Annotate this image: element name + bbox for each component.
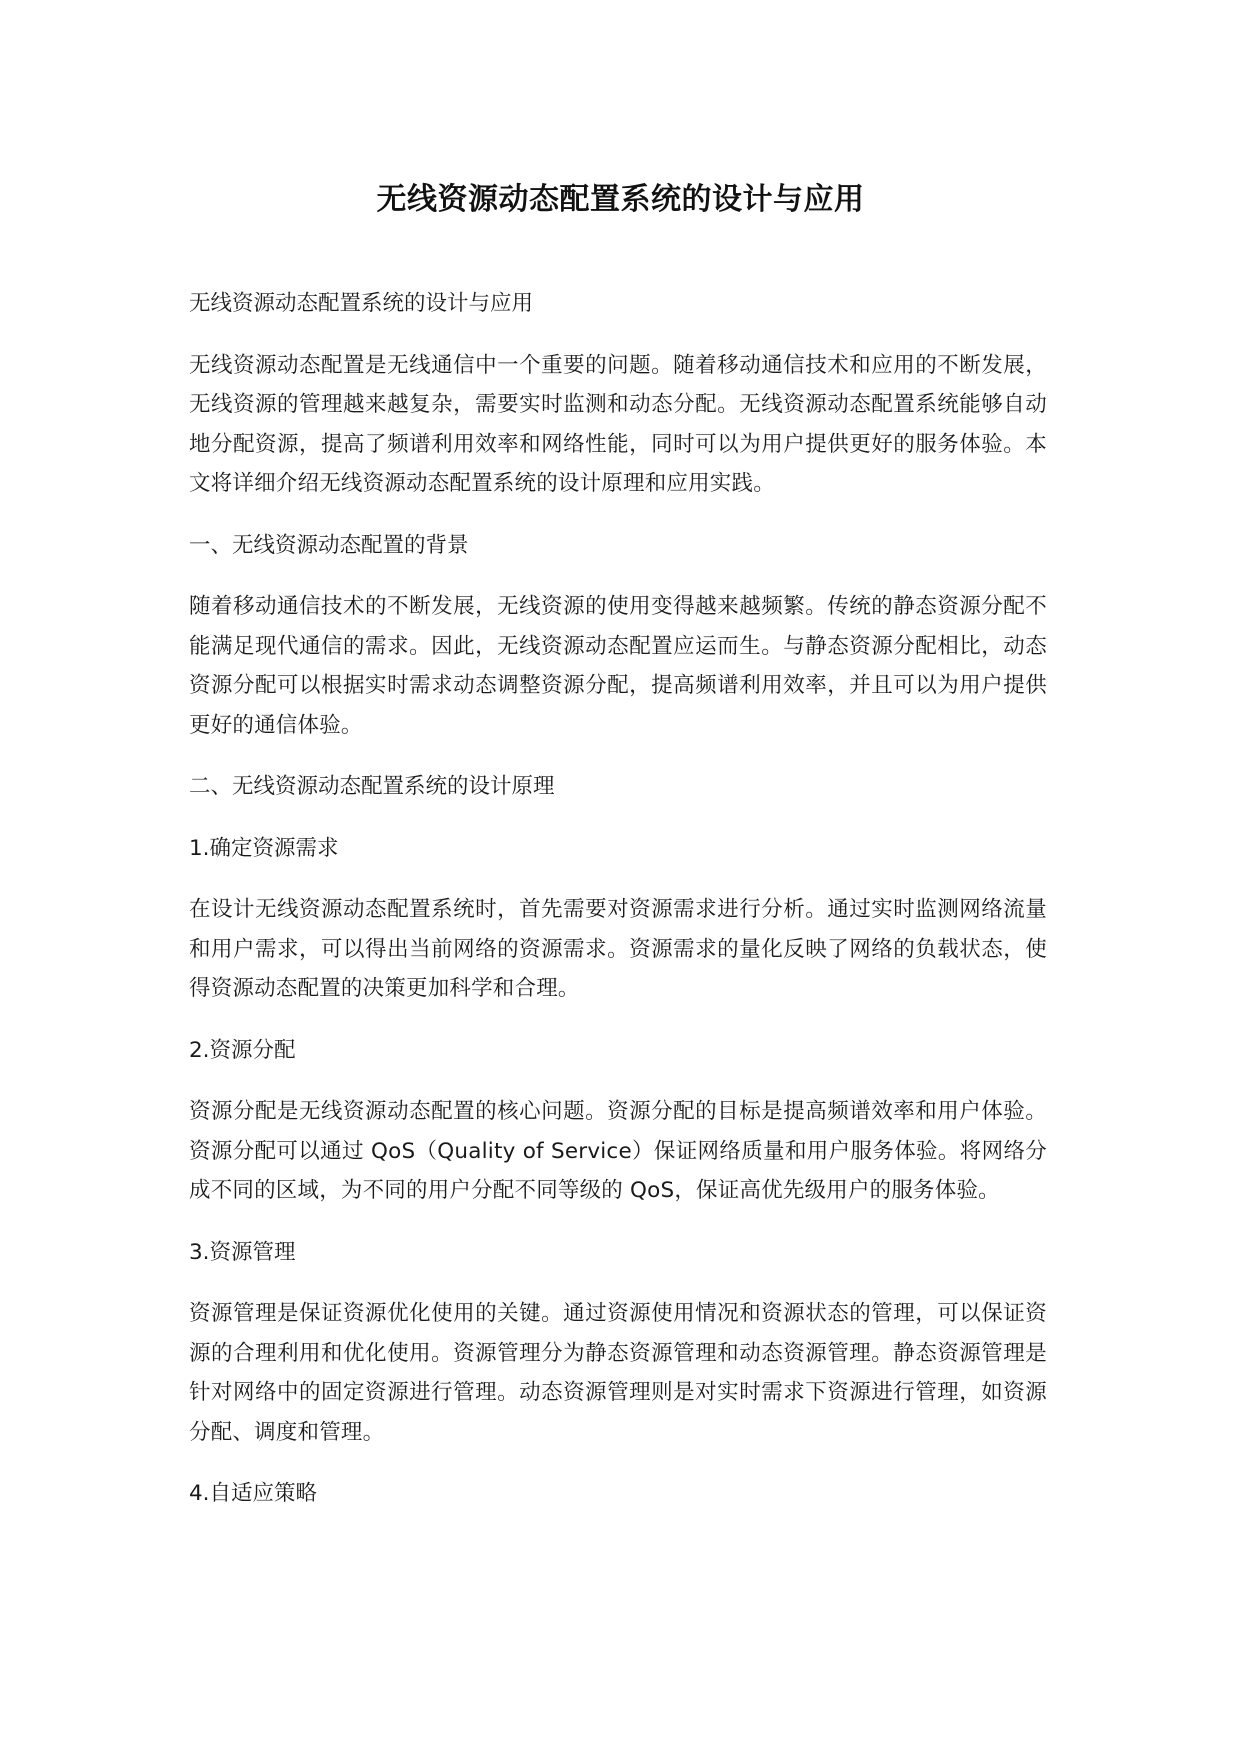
- subsection-heading-allocation: 2.资源分配: [189, 1037, 296, 1063]
- section-heading-design-principle: 二、无线资源动态配置系统的设计原理: [189, 774, 555, 799]
- subsection-heading-demand: 1.确定资源需求: [189, 835, 339, 861]
- document-title: 无线资源动态配置系统的设计与应用: [376, 182, 865, 217]
- section-heading-background: 一、无线资源动态配置的背景: [189, 532, 469, 558]
- document-body: [189, 284, 1047, 1536]
- subsection-heading-adaptive: 4.自适应策略: [189, 1481, 318, 1506]
- intro-paragraph: 无线资源动态配置是无线通信中一个重要的问题。随着移动通信技术和应用的不断发展，无线资源的管理越来越复杂，需要实时监测和动态分配。无线资源动态配置系统能够自动地分配资源，提高了频谱利用效率和网络性能，同时可以为用户提供更好的服务体验。本文将详细介绍无线资源动态配置系统的设计原理和应用实践。: [189, 352, 1047, 496]
- document-subtitle: 无线资源动态配置系统的设计与应用: [189, 291, 534, 316]
- subsection-heading-management: 3.资源管理: [189, 1239, 296, 1265]
- subsection-paragraph-management: 资源管理是保证资源优化使用的关键。通过资源使用情况和资源状态的管理，可以保证资源的合理利用和优化使用。资源管理分为静态资源管理和动态资源管理。静态资源管理是针对网络中的固定资源进行管理。动态资源管理则是对实时需求下资源进行管理，如资源分配、调度和管理。: [189, 1301, 1047, 1445]
- subsection-paragraph-demand: 在设计无线资源动态配置系统时，首先需要对资源需求进行分析。通过实时监测网络流量和用户需求，可以得出当前网络的资源需求。资源需求的量化反映了网络的负载状态，使得资源动态配置的决策更加科学和合理。: [189, 897, 1047, 1001]
- section-paragraph-background: 随着移动通信技术的不断发展，无线资源的使用变得越来越频繁。传统的静态资源分配不能满足现代通信的需求。因此，无线资源动态配置应运而生。与静态资源分配相比，动态资源分配可以根据实时需求动态调整资源分配，提高频谱利用效率，并且可以为用户提供更好的通信体验。: [189, 594, 1047, 738]
- subsection-paragraph-allocation: 资源分配是无线资源动态配置的核心问题。资源分配的目标是提高频谱效率和用户体验。资源分配可以通过 QoS（Quality of Service）保证网络质量和用户服务体验。将网络分成不同的区域，为不同的用户分配不同等级的 QoS，保证高优先级用户的服务体验。: [189, 1099, 1047, 1203]
